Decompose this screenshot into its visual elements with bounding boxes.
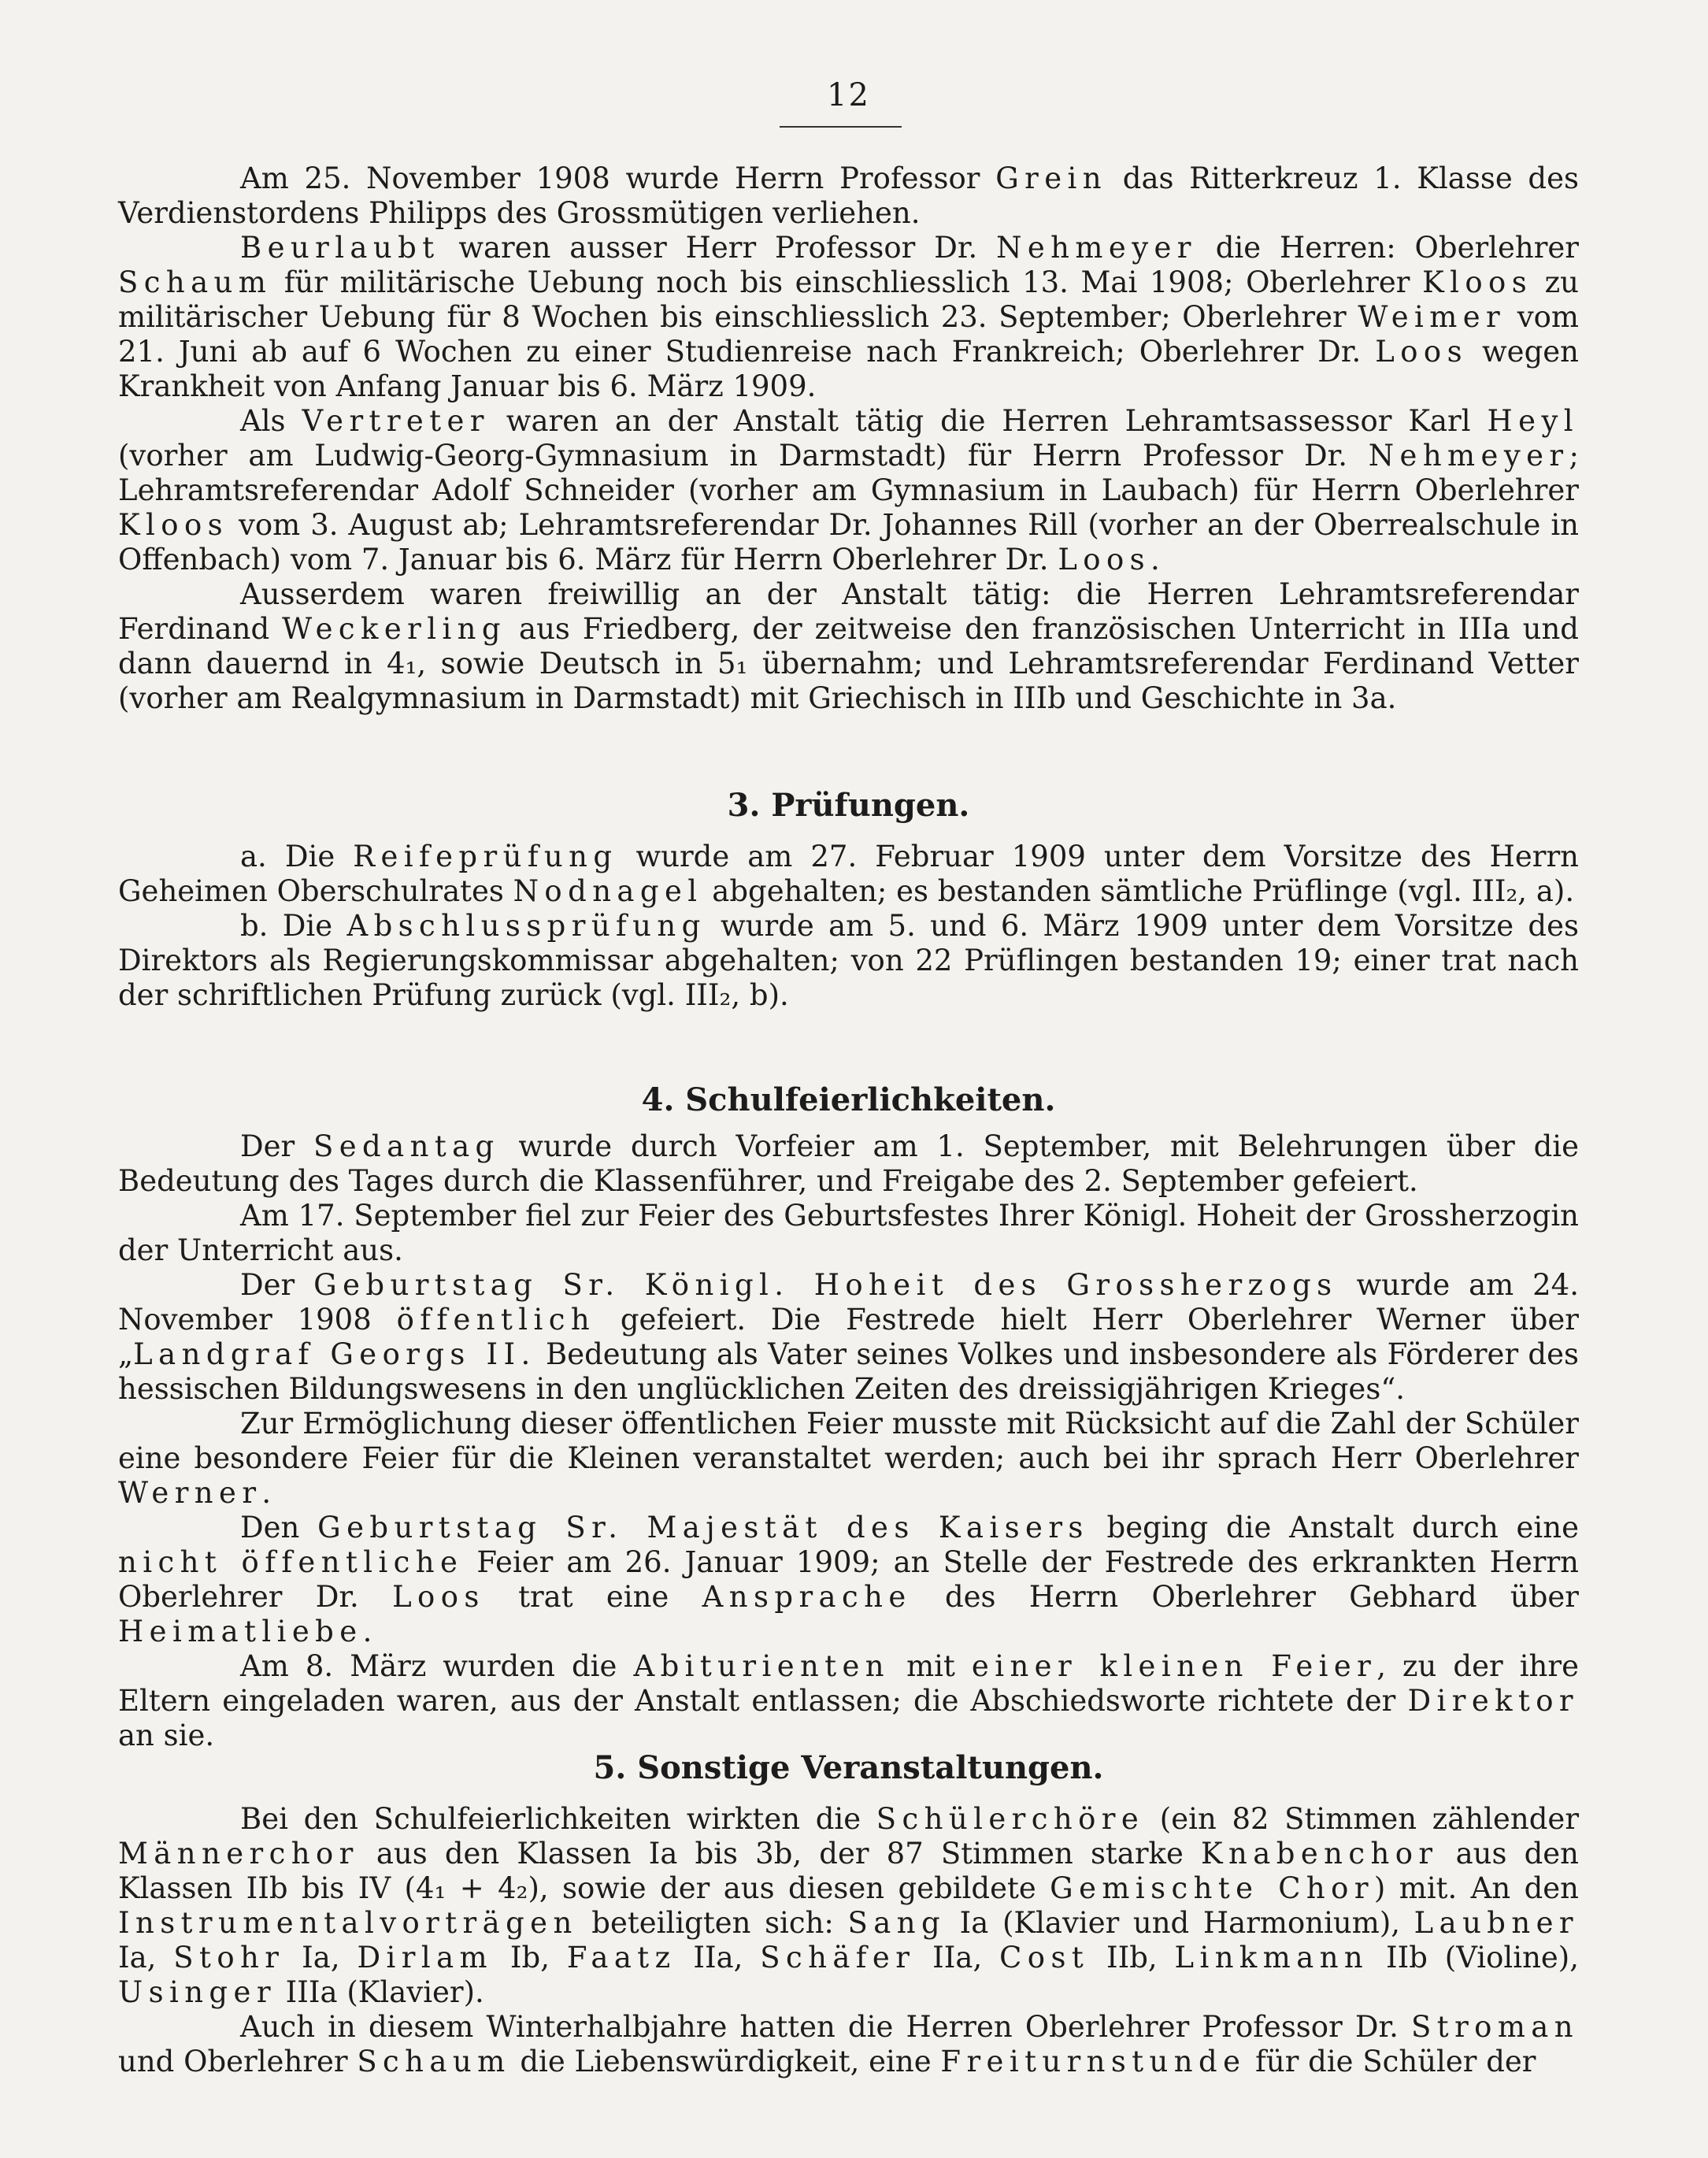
emphasized-text: Heyl — [1487, 404, 1579, 438]
text-run: Zur Ermöglichung dieser öffentlichen Feier musste mit Rücksicht auf die Zahl der Schüler eine besondere Feier für die Kleinen veranstaltet werden; auch bei ihr sprach Herr Oberlehrer — [118, 1407, 1579, 1475]
text-run: aus den Klassen IIb bis IV (4₁ + 4₂), sowie der aus diesen gebildete — [118, 1837, 1580, 1905]
emphasized-text: Männerchor — [118, 1837, 359, 1871]
text-run: wurde am 27. Februar 1909 unter dem Vorsitze des Herrn Geheimen Oberschulrates — [118, 840, 1579, 908]
text-run: Bei den Schulfeierlichkeiten wirkten die — [240, 1802, 876, 1836]
emphasized-text: Landgraf Georgs II. — [133, 1337, 536, 1371]
text-run: Ia (Klavier und Harmonium), — [946, 1906, 1414, 1940]
text-run: wurde durch Vorfeier am 1. September, mit Belehrungen über die Bedeutung des Tages durch die Klassenführer, und Freigabe des 2. September gefeiert. — [118, 1129, 1579, 1198]
paragraph — [118, 909, 1579, 1013]
text-run: Ib, — [493, 1941, 567, 1974]
paragraph — [118, 2010, 1579, 2079]
text-run: , zu der ihre Eltern eingeladen waren, aus der Anstalt entlassen; die Abschiedsworte richtete der — [118, 1649, 1579, 1718]
text-run: IIa, — [676, 1941, 761, 1974]
text-run: aus den Klassen Ia bis 3b, der 87 Stimmen starke — [358, 1837, 1201, 1871]
text-run: zu militärischer Uebung für 8 Wochen bis einschliesslich 23. September; Oberlehrer — [118, 265, 1579, 334]
emphasized-text: Faatz — [566, 1941, 676, 1974]
paragraph — [118, 1649, 1579, 1753]
text-run: mit — [890, 1649, 972, 1683]
paragraph — [118, 404, 1579, 577]
text-run: wurde am 24. November 1908 — [118, 1268, 1579, 1337]
text-run: waren an der Anstalt tätig die Herren Lehramtsassessor Karl — [489, 404, 1488, 438]
text-run: . — [261, 1476, 272, 1510]
emphasized-text: Beurlaubt — [240, 231, 440, 265]
paragraph — [118, 1268, 1579, 1407]
text-run: vom 3. August ab; Lehramtsreferendar Dr. Johannes Rill (vorher an der Oberrealschule in Offenbach) vom 7. Januar bis 6. März für Herrn Oberlehrer Dr. — [118, 508, 1579, 577]
emphasized-text: Loos — [1058, 543, 1151, 577]
text-run: Der — [240, 1129, 314, 1163]
page-number: 12 — [827, 77, 870, 113]
emphasized-text: Ansprache — [702, 1580, 912, 1614]
text-run: Der — [240, 1268, 314, 1302]
emphasized-text: Abschlussprüfung — [346, 909, 706, 943]
text-run: wurde am 5. und 6. März 1909 unter dem Vorsitze des Direktors als Regierungskommissar abgehalten; von 22 Prüflingen bestanden 19; einer trat nach der schriftlichen Prüfung zurück (vgl. III₂, b). — [118, 909, 1579, 1012]
paragraph — [118, 1199, 1579, 1268]
section-pruefungen — [118, 840, 1579, 1013]
emphasized-text: Grein — [995, 161, 1108, 195]
text-run: Feier am 26. Januar 1909; an Stelle der Festrede des erkrankten Herrn Oberlehrer Dr. — [118, 1545, 1579, 1614]
emphasized-text: Schäfer — [760, 1941, 916, 1974]
text-run: beging die Anstalt durch eine — [1088, 1511, 1579, 1544]
emphasized-text: Stroman — [1411, 2010, 1579, 2044]
section-personnel — [118, 161, 1579, 716]
text-run: vom 21. Juni ab auf 6 Wochen zu einer Studienreise nach Frankreich; Oberlehrer Dr. — [118, 300, 1579, 369]
paragraph — [118, 1511, 1579, 1649]
heading-schulfeierlichkeiten: 4. Schulfeierlichkeiten. — [641, 1081, 1056, 1118]
text-run: Am 17. September fiel zur Feier des Geburtsfestes Ihrer Königl. Hoheit der Grossherzogin der Unterricht aus. — [118, 1199, 1579, 1267]
text-run: (ein 82 Stimmen zählender — [1144, 1802, 1580, 1836]
text-run: aus Friedberg, der zeitweise den französischen Unterricht in IIIa und dann dauernd in 4₁, sowie Deutsch in 5₁ übernahm; und Lehramtsreferendar Ferdinand Vetter (vorher am Realgymnasium in Darmstadt) mit Griechisch in IIIb und Geschichte in 3a. — [118, 612, 1579, 715]
emphasized-text: Schaum — [118, 265, 272, 299]
text-run: an sie. — [118, 1719, 215, 1752]
emphasized-text: Linkmann — [1174, 1941, 1369, 1974]
text-run: (vorher am Ludwig-Georg-Gymnasium in Darmstadt) für Herrn Professor Dr. — [118, 439, 1369, 473]
text-run: ) mit. An den — [1373, 1871, 1580, 1905]
section-sonstige-veranstaltungen — [118, 1802, 1579, 2079]
paragraph — [118, 1129, 1579, 1199]
text-run: Ausserdem waren freiwillig an der Anstalt tätig: die Herren Lehramtsreferendar Ferdinand — [118, 577, 1579, 646]
emphasized-text: Nodnagel — [513, 874, 703, 908]
paragraph — [118, 231, 1579, 404]
text-run: die Herren: Oberlehrer — [1196, 231, 1579, 265]
emphasized-text: Gemischte Chor — [1050, 1871, 1374, 1905]
text-run: ; Lehramtsreferendar Adolf Schneider (vorher am Gymnasium in Laubach) für Herrn Oberlehrer — [118, 439, 1579, 507]
text-run: abgehalten; es bestanden sämtliche Prüflinge (vgl. III₂, a). — [702, 874, 1575, 908]
paragraph — [118, 577, 1579, 716]
emphasized-text: Reifeprüfung — [353, 840, 618, 873]
text-run: IIb (Violine), — [1369, 1941, 1579, 1974]
text-run: Den — [240, 1511, 318, 1544]
text-run: Am 8. März wurden die — [240, 1649, 634, 1683]
text-run: a. Die — [240, 840, 354, 873]
emphasized-text: Kloos — [118, 508, 229, 542]
text-run: Am 25. November 1908 wurde Herrn Professor — [240, 161, 996, 195]
text-run: wegen Krankheit von Anfang Januar bis 6. März 1909. — [118, 335, 1579, 403]
text-run: Ia, — [284, 1941, 358, 1974]
text-run: das Ritterkreuz 1. Klasse des Verdienstordens Philipps des Grossmütigen verliehen. — [118, 161, 1580, 230]
emphasized-text: Instrumentalvorträgen — [118, 1906, 578, 1940]
emphasized-text: Dirlam — [357, 1941, 494, 1974]
emphasized-text: Loos — [392, 1580, 485, 1614]
emphasized-text: Loos — [1375, 335, 1468, 369]
text-run: . — [1150, 543, 1160, 577]
text-run: . — [362, 1615, 372, 1648]
text-run: für militärische Uebung noch bis einschliesslich 13. Mai 1908; Oberlehrer — [272, 265, 1423, 299]
emphasized-text: Kloos — [1422, 265, 1533, 299]
text-run: Auch in diesem Winterhalbjahre hatten die Herren Oberlehrer Professor Dr. — [240, 2010, 1412, 2044]
text-run: b. Die — [240, 909, 347, 943]
header-rule — [780, 126, 902, 128]
text-run: IIa, — [915, 1941, 1000, 1974]
emphasized-text: Knabenchor — [1201, 1837, 1439, 1871]
text-run: waren ausser Herr Professor Dr. — [439, 231, 997, 265]
emphasized-text: Vertreter — [302, 404, 490, 438]
emphasized-text: Abiturienten — [633, 1649, 891, 1683]
paragraph — [118, 1802, 1579, 2010]
paragraph — [118, 1407, 1579, 1511]
emphasized-text: Weckerling — [282, 612, 506, 646]
emphasized-text: Direktor — [1407, 1684, 1579, 1718]
section-schulfeierlichkeiten — [118, 1129, 1579, 1753]
paragraph — [118, 161, 1579, 231]
paragraph — [118, 840, 1579, 909]
emphasized-text: nicht öffentliche — [118, 1545, 464, 1579]
emphasized-text: Werner — [118, 1476, 262, 1510]
text-run: Als — [240, 404, 302, 438]
emphasized-text: Geburtstag Sr. Königl. Hoheit des Grossherzogs — [313, 1268, 1338, 1302]
emphasized-text: öffentlich — [396, 1303, 596, 1337]
text-run: trat eine — [484, 1580, 702, 1614]
emphasized-text: Sedantag — [313, 1129, 500, 1163]
emphasized-text: Usinger — [118, 1975, 276, 2009]
text-run: Ia, — [118, 1941, 174, 1974]
emphasized-text: Nehmeyer — [1368, 439, 1569, 473]
emphasized-text: Weimer — [1358, 300, 1506, 334]
text-run: IIb, — [1089, 1941, 1175, 1974]
emphasized-text: Nehmeyer — [996, 231, 1197, 265]
emphasized-text: Freiturnstunde — [940, 2045, 1247, 2078]
emphasized-text: Cost — [999, 1941, 1090, 1974]
emphasized-text: einer kleinen Feier — [971, 1649, 1377, 1683]
emphasized-text: Heimatliebe — [118, 1615, 363, 1648]
emphasized-text: Schaum — [357, 2045, 511, 2078]
text-run: beteiligten sich: — [577, 1906, 848, 1940]
text-run: und Oberlehrer — [118, 2045, 358, 2078]
text-run: für die Schüler der — [1246, 2045, 1536, 2078]
text-run: die Liebenswürdigkeit, eine — [510, 2045, 941, 2078]
heading-sonstige-veranstaltungen: 5. Sonstige Veranstaltungen. — [593, 1749, 1104, 1786]
text-run: IIIa (Klavier). — [276, 1975, 484, 2009]
emphasized-text: Stohr — [173, 1941, 285, 1974]
text-run: Bedeutung als Vater seines Volkes und insbesondere als Förderer des hessischen Bildungswesens in den unglücklichen Zeiten des dreissigjährigen Krieges“. — [118, 1337, 1579, 1406]
emphasized-text: Schülerchöre — [876, 1802, 1145, 1836]
emphasized-text: Geburtstag Sr. Majestät des Kaisers — [317, 1511, 1089, 1544]
text-run: des Herrn Oberlehrer Gebhard über — [911, 1580, 1579, 1614]
text-run: gefeiert. Die Festrede hielt Herr Oberlehrer Werner über „ — [118, 1303, 1579, 1371]
emphasized-text: Laubner — [1413, 1906, 1579, 1940]
emphasized-text: Sang — [847, 1906, 947, 1940]
heading-pruefungen: 3. Prüfungen. — [727, 787, 970, 824]
